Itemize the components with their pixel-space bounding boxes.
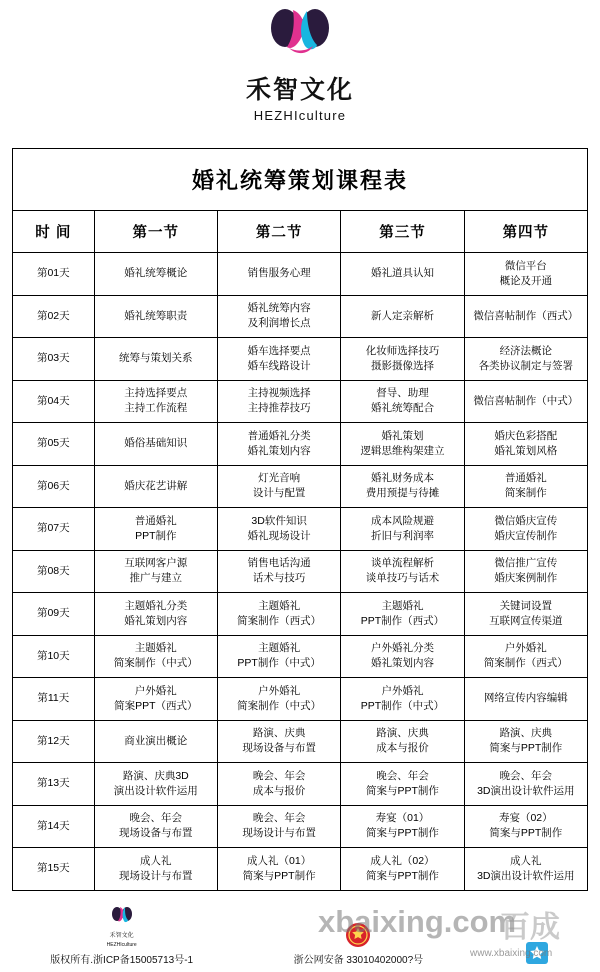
course-cell-line: 简案制作（西式） — [237, 614, 322, 627]
row-day-label: 第03天 — [13, 338, 95, 381]
course-cell-line: PPT制作（中式） — [237, 657, 321, 670]
table-row — [13, 550, 588, 593]
footer-mini-logo-en: HEZHIculture — [106, 942, 137, 948]
table-row — [13, 508, 588, 551]
course-cell-line: 普通婚礼分类 — [247, 429, 311, 442]
course-cell-line: 晚会、年会 — [252, 812, 306, 825]
course-cell-line: 普通婚礼 — [134, 514, 177, 527]
course-cell — [217, 380, 340, 423]
hezhi-mini-logo-icon — [109, 906, 135, 927]
table-row — [13, 593, 588, 636]
course-cell — [341, 593, 464, 636]
course-cell-line: 及利润增长点 — [247, 317, 311, 330]
course-cell-line: 婚礼统筹职责 — [124, 309, 188, 322]
course-cell-line: 演出设计软件运用 — [113, 784, 198, 797]
table-title-row — [13, 149, 588, 211]
course-cell-line: 销售电话沟通 — [247, 557, 311, 570]
course-cell-line: 简案与PPT制作 — [366, 869, 439, 882]
course-cell-line: 成人礼 — [140, 854, 172, 867]
course-cell-line: 婚礼道具认知 — [370, 267, 434, 280]
course-schedule-table — [12, 148, 588, 891]
course-cell — [94, 805, 217, 848]
course-cell — [217, 805, 340, 848]
row-day-label: 第06天 — [13, 465, 95, 508]
column-header-period-2: 第二节 — [217, 211, 340, 253]
course-cell — [217, 423, 340, 466]
course-cell — [94, 848, 217, 891]
course-cell-line: 折旧与利润率 — [370, 529, 434, 542]
course-cell-line: 婚礼策划内容 — [370, 657, 434, 670]
course-cell-line: 微信喜帖制作（中式） — [473, 394, 579, 407]
footer-favorite-block — [524, 940, 550, 966]
course-cell — [341, 508, 464, 551]
course-cell-line: 婚车线路设计 — [247, 359, 311, 372]
row-day-label: 第02天 — [13, 295, 95, 338]
row-day-label: 第01天 — [13, 253, 95, 296]
course-cell-line: 互联网宣传渠道 — [489, 614, 563, 627]
course-cell-line: 成本风险规避 — [370, 514, 434, 527]
course-cell — [341, 635, 464, 678]
course-cell — [217, 720, 340, 763]
table-row — [13, 295, 588, 338]
course-cell-line: 简案制作（西式） — [483, 657, 568, 670]
course-cell-line: 谈单技巧与话术 — [365, 572, 440, 585]
course-cell — [217, 593, 340, 636]
course-cell-line: 主持推荐技巧 — [247, 402, 311, 415]
course-cell — [94, 380, 217, 423]
course-cell — [94, 423, 217, 466]
footer-copyright-text: 版权所有.浙ICP备15005713号-1 — [50, 955, 194, 966]
row-day-label: 第12天 — [13, 720, 95, 763]
course-cell — [341, 253, 464, 296]
course-cell — [94, 720, 217, 763]
table-row — [13, 338, 588, 381]
course-cell-line: 3D演出设计软件运用 — [477, 869, 575, 882]
course-cell-line: 谈单流程解析 — [370, 557, 434, 570]
course-cell-line: 灯光音响 — [258, 472, 301, 485]
course-cell-line: 婚礼策划内容 — [247, 444, 311, 457]
course-cell — [341, 848, 464, 891]
course-cell — [94, 338, 217, 381]
course-cell-line: 婚礼统筹内容 — [247, 302, 311, 315]
table-row — [13, 763, 588, 806]
course-cell-line: 微信婚庆宣传 — [494, 514, 558, 527]
course-cell — [341, 465, 464, 508]
course-cell-line: 主持选择要点 — [124, 387, 188, 400]
hezhi-culture-logo-icon — [263, 8, 337, 66]
course-cell-line: 路演、庆典 — [499, 727, 553, 740]
course-cell — [217, 253, 340, 296]
course-cell-line: 成人礼（02） — [370, 854, 435, 867]
course-cell — [464, 763, 587, 806]
column-header-period-3: 第三节 — [341, 211, 464, 253]
course-cell-line: 婚礼策划风格 — [494, 444, 558, 457]
course-cell-line: 统筹与策划关系 — [119, 352, 193, 365]
course-cell — [341, 720, 464, 763]
course-cell — [464, 508, 587, 551]
course-cell — [341, 380, 464, 423]
table-header-row — [13, 211, 588, 253]
course-cell-line: 微信平台 — [504, 259, 547, 272]
course-cell-line: 经济法概论 — [499, 344, 553, 357]
course-cell — [341, 763, 464, 806]
course-cell — [464, 805, 587, 848]
brand-name-cn: 禾智文化 — [245, 76, 354, 104]
course-cell-line: 主题婚礼 — [381, 599, 424, 612]
course-cell-line: 路演、庆典 — [252, 727, 306, 740]
course-cell-line: 婚礼策划 — [381, 429, 424, 442]
course-cell — [464, 635, 587, 678]
course-cell-line: 简案与PPT制作 — [366, 784, 439, 797]
course-cell-line: 婚庆案例制作 — [494, 572, 558, 585]
course-cell-line: 各类协议制定与签署 — [478, 359, 574, 372]
course-cell — [217, 763, 340, 806]
footer-copyright-block — [50, 906, 193, 966]
table-row — [13, 423, 588, 466]
course-cell-line: 户外婚礼 — [258, 684, 301, 697]
brand-header — [0, 0, 600, 123]
course-cell-line: 3D演出设计软件运用 — [477, 784, 575, 797]
course-cell-line: 婚礼现场设计 — [247, 529, 311, 542]
course-cell — [341, 805, 464, 848]
course-cell-line: 主题婚礼分类 — [124, 599, 188, 612]
course-cell — [217, 848, 340, 891]
course-cell-line: 销售服务心理 — [247, 267, 311, 280]
course-cell-line: 户外婚礼 — [134, 684, 177, 697]
course-cell-line: 婚庆花艺讲解 — [124, 479, 188, 492]
course-cell — [217, 338, 340, 381]
row-day-label: 第15天 — [13, 848, 95, 891]
course-cell — [341, 295, 464, 338]
row-day-label: 第09天 — [13, 593, 95, 636]
course-cell-line: 简案PPT（西式） — [114, 699, 198, 712]
course-cell-line: 设计与配置 — [252, 487, 306, 500]
course-cell-line: 现场设备与布置 — [242, 742, 316, 755]
course-cell-line: 婚礼统筹配合 — [370, 402, 434, 415]
row-day-label: 第11天 — [13, 678, 95, 721]
table-row — [13, 720, 588, 763]
course-cell — [217, 635, 340, 678]
table-body — [13, 149, 588, 891]
course-cell-line: 简案制作 — [504, 487, 547, 500]
course-cell — [341, 678, 464, 721]
course-cell — [94, 253, 217, 296]
course-cell-line: 商业演出概论 — [124, 734, 188, 747]
course-cell — [217, 465, 340, 508]
course-cell — [464, 423, 587, 466]
row-day-label: 第07天 — [13, 508, 95, 551]
table-row — [13, 465, 588, 508]
course-cell-line: 费用预提与待摊 — [365, 487, 440, 500]
course-cell-line: 户外婚礼 — [381, 684, 424, 697]
course-cell-line: 督导、助理 — [376, 387, 429, 400]
course-cell-line: 婚俗基础知识 — [124, 437, 188, 450]
footer-police-text: 浙公网安备 33010402000?号 — [293, 955, 424, 966]
course-cell-line: 婚礼策划内容 — [124, 614, 188, 627]
watermark-sub: www.xbaixing.com — [470, 948, 553, 959]
table-row — [13, 380, 588, 423]
table-row — [13, 805, 588, 848]
course-cell — [94, 593, 217, 636]
course-cell — [94, 763, 217, 806]
course-cell-line: 简案与PPT制作 — [489, 742, 563, 755]
course-table-wrap — [12, 148, 588, 891]
row-day-label: 第14天 — [13, 805, 95, 848]
course-cell-line: 概论及开通 — [499, 274, 553, 287]
course-cell — [217, 295, 340, 338]
course-cell-line: 简案与PPT制作 — [489, 827, 563, 840]
course-cell-line: 户外婚礼分类 — [370, 642, 434, 655]
course-cell-line: 晚会、年会 — [129, 812, 183, 825]
table-row — [13, 635, 588, 678]
course-cell — [464, 550, 587, 593]
row-day-label: 第08天 — [13, 550, 95, 593]
page-title: 婚礼统筹策划课程表 — [13, 149, 588, 211]
course-cell-line: 晚会、年会 — [499, 769, 553, 782]
course-cell — [94, 678, 217, 721]
table-row — [13, 678, 588, 721]
watermark-main: xbaixing.com — [318, 904, 517, 939]
course-cell-line: 网络宣传内容编辑 — [483, 692, 568, 705]
course-cell-line: 简案与PPT制作 — [366, 827, 439, 840]
course-cell-line: 寿宴（01） — [375, 812, 430, 825]
course-cell-line: 简案与PPT制作 — [242, 869, 316, 882]
table-row — [13, 253, 588, 296]
course-cell — [464, 678, 587, 721]
course-cell-line: 成人礼（01） — [247, 854, 312, 867]
course-cell-line: 婚礼统筹概论 — [124, 267, 188, 280]
row-day-label: 第04天 — [13, 380, 95, 423]
course-cell-line: 主持视频选择 — [247, 387, 311, 400]
course-cell — [341, 423, 464, 466]
course-cell — [464, 338, 587, 381]
course-cell-line: 主题婚礼 — [258, 599, 301, 612]
column-header-period-1: 第一节 — [94, 211, 217, 253]
course-cell-line: 主题婚礼 — [134, 642, 177, 655]
course-cell-line: 晚会、年会 — [252, 769, 306, 782]
course-cell-line: 逻辑思维构架建立 — [360, 444, 445, 457]
course-cell — [464, 848, 587, 891]
course-cell — [464, 593, 587, 636]
column-header-time: 时 间 — [13, 211, 95, 253]
course-cell — [464, 295, 587, 338]
course-cell-line: 话术与技巧 — [252, 572, 306, 585]
course-cell — [464, 720, 587, 763]
course-cell-line: 婚礼财务成本 — [370, 472, 434, 485]
course-cell — [217, 508, 340, 551]
course-cell — [464, 380, 587, 423]
course-cell-line: 婚庆色彩搭配 — [494, 429, 558, 442]
course-cell — [341, 550, 464, 593]
course-cell-line: 成本与报价 — [376, 742, 429, 755]
course-cell-line: PPT制作 — [135, 529, 177, 542]
course-cell-line: 寿宴（02） — [498, 812, 553, 825]
course-cell — [217, 678, 340, 721]
row-day-label: 第05天 — [13, 423, 95, 466]
course-cell — [94, 465, 217, 508]
course-cell-line: 现场设备与布置 — [119, 827, 193, 840]
course-cell — [94, 508, 217, 551]
table-row — [13, 848, 588, 891]
course-cell-line: 推广与建立 — [129, 572, 183, 585]
course-cell-line: 主持工作流程 — [124, 402, 188, 415]
watermark-cn: 百成 — [500, 911, 560, 944]
course-cell-line: 路演、庆典3D — [122, 769, 189, 782]
course-cell-line: 成人礼 — [510, 854, 542, 867]
course-cell — [94, 550, 217, 593]
course-cell-line: 互联网客户源 — [124, 557, 188, 570]
course-cell-line: 新人定亲解析 — [370, 309, 434, 322]
course-cell-line: 微信喜帖制作（西式） — [473, 309, 579, 322]
course-cell-line: PPT制作（西式） — [360, 614, 445, 627]
course-cell-line: 化妆师选择技巧 — [365, 344, 440, 357]
course-cell — [464, 465, 587, 508]
course-cell-line: 户外婚礼 — [504, 642, 547, 655]
course-cell-line: 关键词设置 — [499, 599, 553, 612]
police-badge-icon — [345, 922, 371, 948]
course-cell-line: 微信推广宣传 — [494, 557, 558, 570]
course-cell-line: 简案制作（中式） — [113, 657, 198, 670]
course-cell-line: 简案制作（中式） — [237, 699, 322, 712]
course-cell — [464, 253, 587, 296]
course-cell-line: 3D软件知识 — [251, 514, 307, 527]
course-cell-line: PPT制作（中式） — [360, 699, 445, 712]
course-cell — [94, 295, 217, 338]
course-cell-line: 晚会、年会 — [376, 769, 429, 782]
course-cell-line: 主题婚礼 — [258, 642, 301, 655]
footer-mini-logo-cn: 禾智文化 — [109, 933, 134, 939]
course-cell — [341, 338, 464, 381]
footer-police-block — [294, 922, 424, 966]
row-day-label: 第10天 — [13, 635, 95, 678]
course-cell-line: 婚庆宣传制作 — [494, 529, 558, 542]
brand-name-en: HEZHIculture — [253, 108, 347, 123]
course-cell-line: 路演、庆典 — [376, 727, 429, 740]
course-cell-line: 普通婚礼 — [504, 472, 547, 485]
row-day-label: 第13天 — [13, 763, 95, 806]
course-cell-line: 摄影摄像选择 — [370, 359, 434, 372]
course-cell-line: 成本与报价 — [252, 784, 306, 797]
course-cell-line: 现场设计与布置 — [242, 827, 316, 840]
course-cell-line: 婚车选择要点 — [247, 344, 311, 357]
column-header-period-4: 第四节 — [464, 211, 587, 253]
page-footer — [0, 900, 600, 972]
favorite-star-icon — [524, 940, 550, 966]
course-cell — [217, 550, 340, 593]
course-cell — [94, 635, 217, 678]
course-cell-line: 现场设计与布置 — [119, 869, 193, 882]
